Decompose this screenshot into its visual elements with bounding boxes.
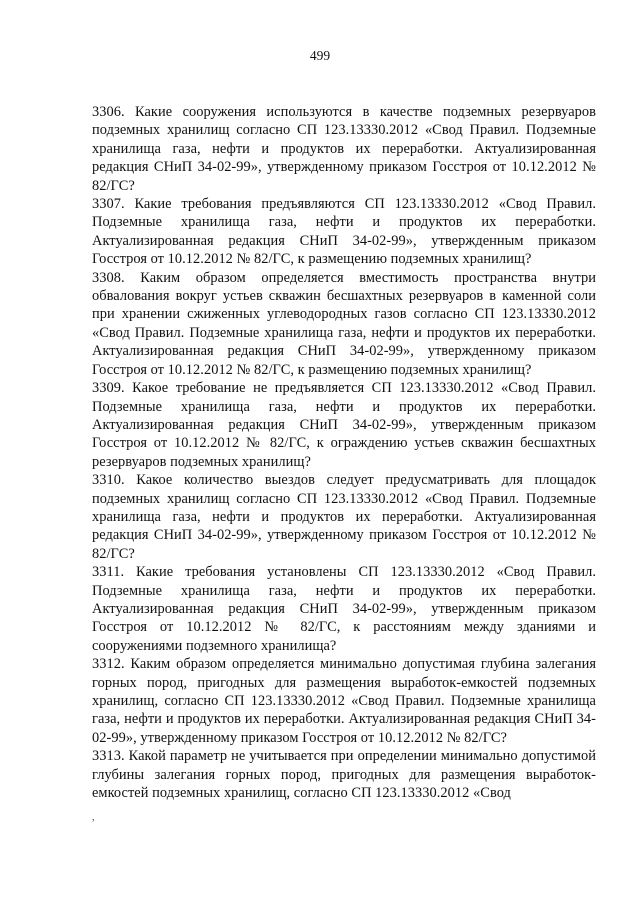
question-3309: 3309. Какое требование не предъявляется СП 123.13330.2012 «Свод Правил. Подземные хранилища газа, нефти и продуктов их переработки. Актуализированная редакция СНиП 34-02-99», утвержденным приказом Госстроя от 10.12.2012 № 82/ГС, к ограждению устьев скважин бесшахтных резервуаров подземных хранилищ? xyxy=(92,380,596,470)
page-number: 499 xyxy=(309,48,331,63)
question-3307: 3307. Какие требования предъявляются СП 123.13330.2012 «Свод Правил. Подземные хранилища газа, нефти и продуктов их переработки. Актуализированная редакция СНиП 34-02-99», утвержденным приказом Госстроя от 10.12.2012 № 82/ГС, к размещению подземных хранилищ? xyxy=(92,196,596,268)
question-3312: 3312. Каким образом определяется минимально допустимая глубина залегания горных пород, пригодных для размещения выработок-емкостей подземных хранилищ, согласно СП 123.13330.2012 «Свод Правил. Подземные хранилища газа, нефти и продуктов их переработки. Актуализированная редакция СНиП 34-02-99», утвержденному приказом Госстроя от 10.12.2012 № 82/ГС? xyxy=(92,656,596,746)
question-3306: 3306. Какие сооружения используются в качестве подземных резервуаров подземных хранилищ согласно СП 123.13330.2012 «Свод Правил. Подземные хранилища газа, нефти и продуктов их переработки. Актуализированная редакция СНиП 34-02-99», утвержденному приказом Госстроя от 10.12.2012 № 82/ГС? xyxy=(92,104,596,194)
document-body xyxy=(92,103,596,802)
question-3308: 3308. Каким образом определяется вместимость пространства внутри обвалования вокруг устьев скважин бесшахтных резервуаров в каменной соли при хранении сжиженных углеводородных газов согласно СП 123.13330.2012 «Свод Правил. Подземные хранилища газа, нефти и продуктов их переработки. Актуализированная редакция СНиП 34-02-99», утвержденному приказом Госстроя от 10.12.2012 № 82/ГС, к размещению подземных хранилищ? xyxy=(92,269,596,378)
question-3311: 3311. Какие требования установлены СП 123.13330.2012 «Свод Правил. Подземные хранилища газа, нефти и продуктов их переработки. Актуализированная редакция СНиП 34-02-99», утвержденным приказом Госстроя от 10.12.2012 № 82/ГС, к расстояниям между зданиями и сооружениями подземного хранилища? xyxy=(92,564,596,654)
scan-speck-mark: , xyxy=(92,812,95,823)
question-3310: 3310. Какое количество выездов следует предусматривать для площадок подземных хранилищ согласно СП 123.13330.2012 «Свод Правил. Подземные хранилища газа, нефти и продуктов их переработки. Актуализированная редакция СНиП 34-02-99», утвержденному приказом Госстроя от 10.12.2012 № 82/ГС? xyxy=(92,472,596,562)
question-3313: 3313. Какой параметр не учитывается при определении минимально допустимой глубины залегания горных пород, пригодных для размещения выработок-емкостей подземных хранилищ, согласно СП 123.13330.2012 «Свод xyxy=(92,748,596,802)
